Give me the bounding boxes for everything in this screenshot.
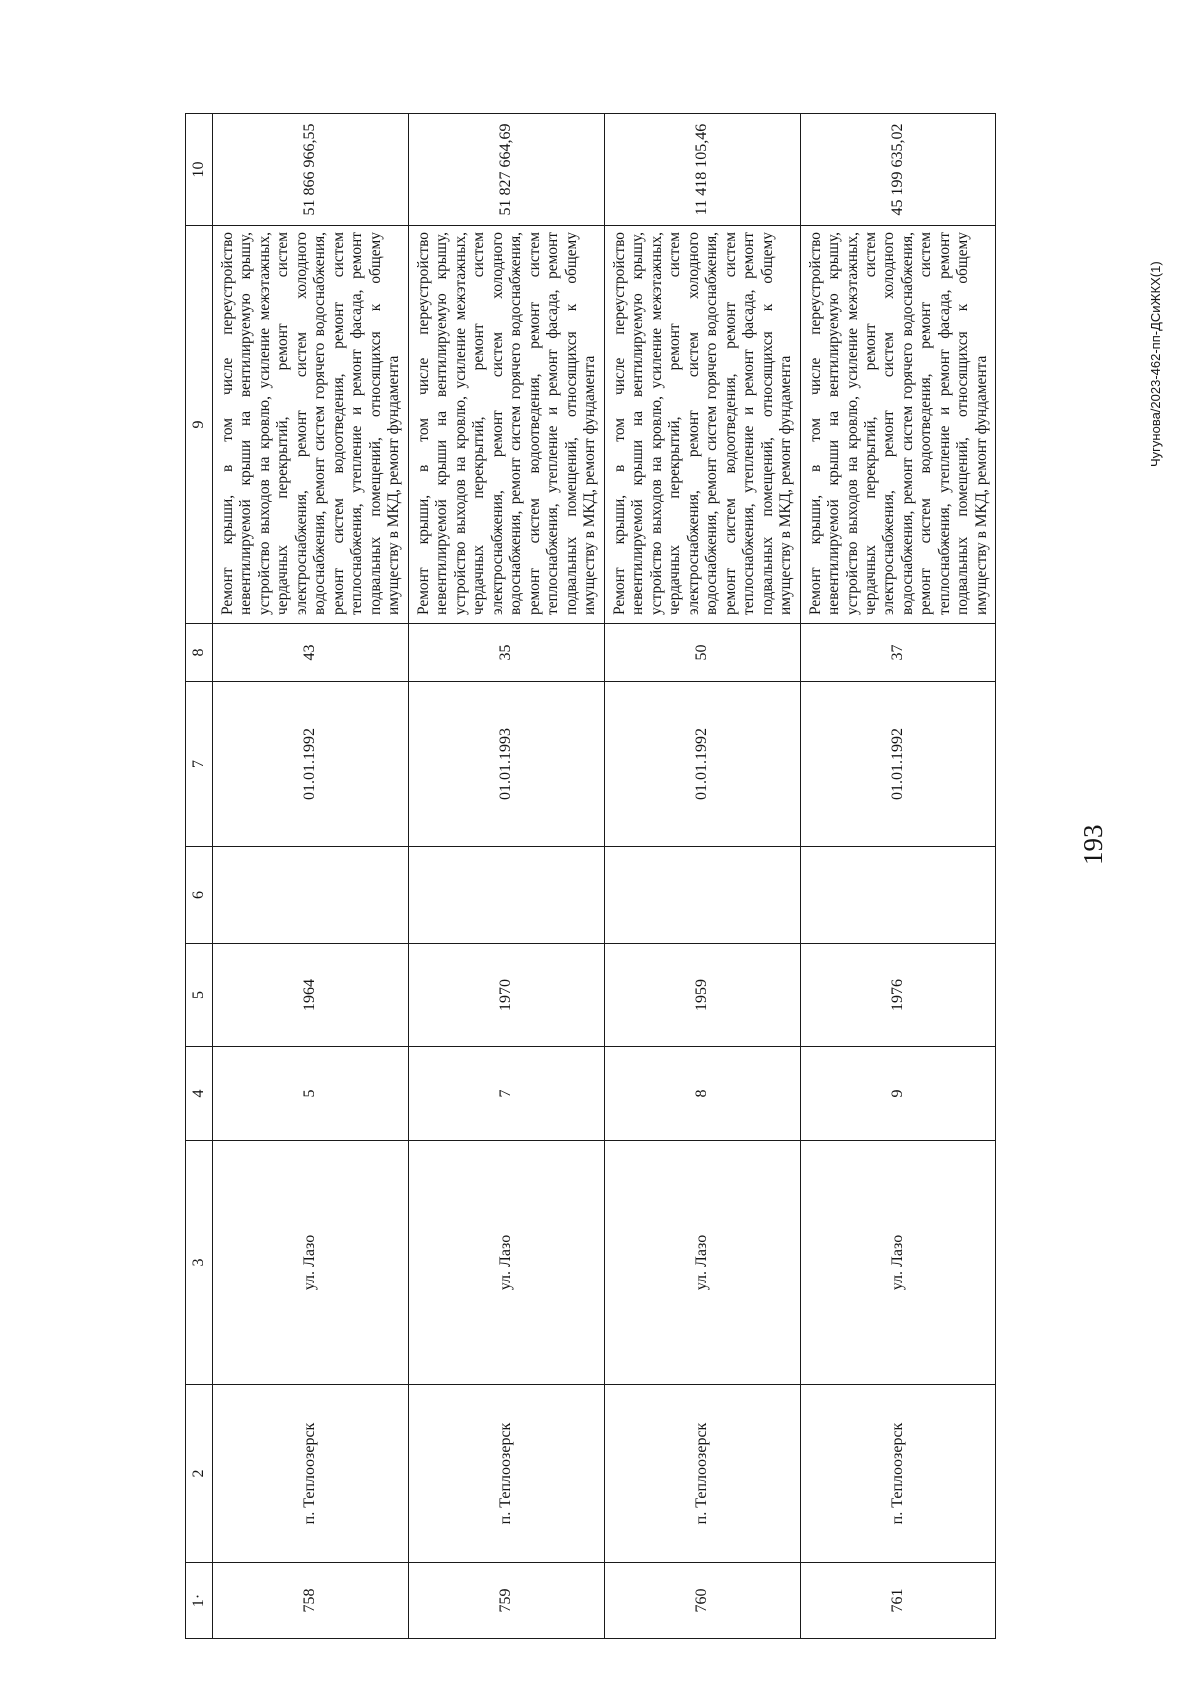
row-number: 759 <box>408 1563 604 1639</box>
table-row <box>604 114 800 1639</box>
amount-cell: 51 827 664,69 <box>408 114 604 226</box>
table-row <box>408 114 604 1639</box>
street: ул. Лазо <box>213 1141 409 1385</box>
build-year: 1964 <box>213 944 409 1047</box>
build-year: 1976 <box>800 944 996 1047</box>
table-row <box>800 114 996 1639</box>
amount-cell: 45 199 635,02 <box>800 114 996 226</box>
column-number-row <box>186 114 213 1639</box>
col6-cell <box>800 847 996 944</box>
house-number: 9 <box>800 1047 996 1141</box>
col-header-8: 8 <box>186 624 213 682</box>
date-cell: 01.01.1992 <box>213 682 409 847</box>
housing-repair-table <box>185 113 996 1639</box>
house-number: 5 <box>213 1047 409 1141</box>
col-header-1: 1· <box>186 1563 213 1639</box>
street: ул. Лазо <box>604 1141 800 1385</box>
col-header-6: 6 <box>186 847 213 944</box>
date-cell: 01.01.1993 <box>408 682 604 847</box>
row-number: 761 <box>800 1563 996 1639</box>
street: ул. Лазо <box>800 1141 996 1385</box>
col6-cell <box>213 847 409 944</box>
table-row <box>213 114 409 1639</box>
works-description: Ремонт крыши, в том числе переустройство невентилируемой крыши на вентилируемую крышу, устройство выходов на кровлю, усиление межэтажных, чердачных перекрытий, ремонт систем электроснабжения, ремонт систем холодного водоснабжения, ремонт систем горячего водоснабжения, ремонт систем водоотведения, ремонт систем теплоснабжения, утепление и ремонт фасада, ремонт подвальных помещений, относящихся к общему имуществу в МКД, ремонт фундамента <box>604 226 800 624</box>
settlement: п. Теплоозерск <box>604 1385 800 1563</box>
col8-cell: 43 <box>213 624 409 682</box>
document-reference: Чугунова/2023-462-пп-ДСиЖКХ(1) <box>1148 261 1163 467</box>
col8-cell: 50 <box>604 624 800 682</box>
col8-cell: 37 <box>800 624 996 682</box>
row-number: 760 <box>604 1563 800 1639</box>
build-year: 1970 <box>408 944 604 1047</box>
house-number: 7 <box>408 1047 604 1141</box>
build-year: 1959 <box>604 944 800 1047</box>
works-description: Ремонт крыши, в том числе переустройство невентилируемой крыши на вентилируемую крышу, устройство выходов на кровлю, усиление межэтажных, чердачных перекрытий, ремонт систем электроснабжения, ремонт систем холодного водоснабжения, ремонт систем горячего водоснабжения, ремонт систем водоотведения, ремонт систем теплоснабжения, утепление и ремонт фасада, ремонт подвальных помещений, относящихся к общему имуществу в МКД, ремонт фундамента <box>800 226 996 624</box>
works-description: Ремонт крыши, в том числе переустройство невентилируемой крыши на вентилируемую крышу, устройство выходов на кровлю, усиление межэтажных, чердачных перекрытий, ремонт систем электроснабжения, ремонт систем холодного водоснабжения, ремонт систем горячего водоснабжения, ремонт систем водоотведения, ремонт систем теплоснабжения, утепление и ремонт фасада, ремонт подвальных помещений, относящихся к общему имуществу в МКД, ремонт фундамента <box>408 226 604 624</box>
house-number: 8 <box>604 1047 800 1141</box>
date-cell: 01.01.1992 <box>800 682 996 847</box>
settlement: п. Теплоозерск <box>800 1385 996 1563</box>
amount-cell: 11 418 105,46 <box>604 114 800 226</box>
col-header-10: 10 <box>186 114 213 226</box>
street: ул. Лазо <box>408 1141 604 1385</box>
amount-cell: 51 866 966,55 <box>213 114 409 226</box>
col-header-4: 4 <box>186 1047 213 1141</box>
col-header-3: 3 <box>186 1141 213 1385</box>
col6-cell <box>408 847 604 944</box>
settlement: п. Теплоозерск <box>213 1385 409 1563</box>
works-description: Ремонт крыши, в том числе переустройство невентилируемой крыши на вентилируемую крышу, устройство выходов на кровлю, усиление межэтажных, чердачных перекрытий, ремонт систем электроснабжения, ремонт систем холодного водоснабжения, ремонт систем горячего водоснабжения, ремонт систем водоотведения, ремонт систем теплоснабжения, утепление и ремонт фасада, ремонт подвальных помещений, относящихся к общему имуществу в МКД, ремонт фундамента <box>213 226 409 624</box>
col-header-9: 9 <box>186 226 213 624</box>
col-header-5: 5 <box>186 944 213 1047</box>
page-number: 193 <box>1078 824 1108 865</box>
col8-cell: 35 <box>408 624 604 682</box>
col6-cell <box>604 847 800 944</box>
col-header-2: 2 <box>186 1385 213 1563</box>
settlement: п. Теплоозерск <box>408 1385 604 1563</box>
col-header-7: 7 <box>186 682 213 847</box>
date-cell: 01.01.1992 <box>604 682 800 847</box>
row-number: 758 <box>213 1563 409 1639</box>
